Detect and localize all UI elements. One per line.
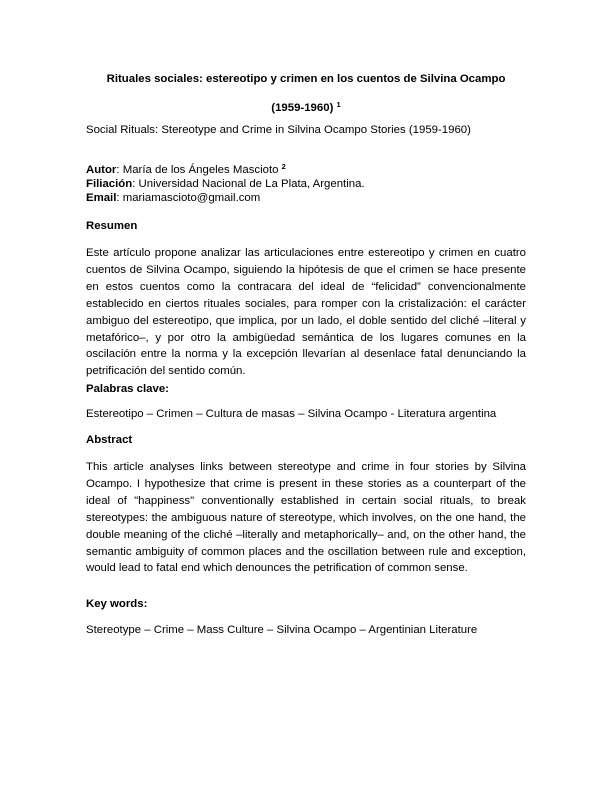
abstract-heading: Abstract bbox=[86, 434, 133, 446]
article-title-line2 bbox=[86, 92, 526, 121]
author-block bbox=[86, 160, 365, 205]
resumen-heading: Resumen bbox=[86, 220, 138, 232]
email-value: : mariamascioto@gmail.com bbox=[116, 192, 261, 204]
key-words-heading: Key words: bbox=[86, 598, 148, 610]
email-label: Email bbox=[86, 192, 117, 204]
article-title bbox=[86, 66, 526, 121]
author-line bbox=[86, 160, 365, 177]
author-footnote-mark: 2 bbox=[281, 162, 286, 171]
author-label: Autor bbox=[86, 164, 117, 176]
title-years: (1959-1960) bbox=[271, 102, 334, 114]
affiliation-value: : Universidad Nacional de La Plata, Argentina. bbox=[132, 178, 365, 190]
palabras-clave-heading: Palabras clave: bbox=[86, 383, 169, 395]
palabras-clave-text: Estereotipo – Crimen – Cultura de masas – Silvina Ocampo - Literatura argentina bbox=[86, 408, 497, 420]
article-title-line1: Rituales sociales: estereotipo y crimen en los cuentos de Silvina Ocampo bbox=[106, 73, 506, 85]
title-footnote-mark: 1 bbox=[336, 100, 341, 109]
email-line bbox=[86, 191, 365, 205]
key-words-text: Stereotype – Crime – Mass Culture – Silvina Ocampo – Argentinian Literature bbox=[86, 624, 478, 636]
english-title: Social Rituals: Stereotype and Crime in Silvina Ocampo Stories (1959-1960) bbox=[86, 124, 471, 136]
author-name: : María de los Ángeles Mascioto bbox=[116, 164, 279, 176]
abstract-text: This article analyses links between stereotype and crime in four stories by Silvina Ocampo. I hypothesize that crime is present in these stories as a counterpart of the ideal of "happiness" conventionally established in certain social rituals, to break stereotypes: the ambiguous nature of stereotype, which involves, on the one hand, the double meaning of the cliché –literally and metaphorically– and, on the other hand, the semantic ambiguity of common places and the oscillation between rule and exception, would lead to fatal end which denounces the petrification of common sense. bbox=[86, 461, 526, 575]
affiliation-label: Filiación bbox=[86, 178, 133, 190]
affiliation-line bbox=[86, 177, 365, 191]
resumen-text: Este artículo propone analizar las articulaciones entre estereotipo y crimen en cuatro cuentos de Silvina Ocampo, siguiendo la hipótesis de que el crimen se hace presente en estos cuentos como la contracara del ideal de “felicidad” convencionalmente establecido en ciertos rituales sociales, para romper con la cristalización: el carácter ambiguo del estereotipo, que implica, por un lado, el doble sentido del cliché –literal y metafórico–, y por otro la ambigüedad semántica de los lugares comunes en la oscilación entre la norma y la excepción llevarían al desenlace fatal denunciando la petrificación del sentido común. bbox=[86, 247, 526, 378]
